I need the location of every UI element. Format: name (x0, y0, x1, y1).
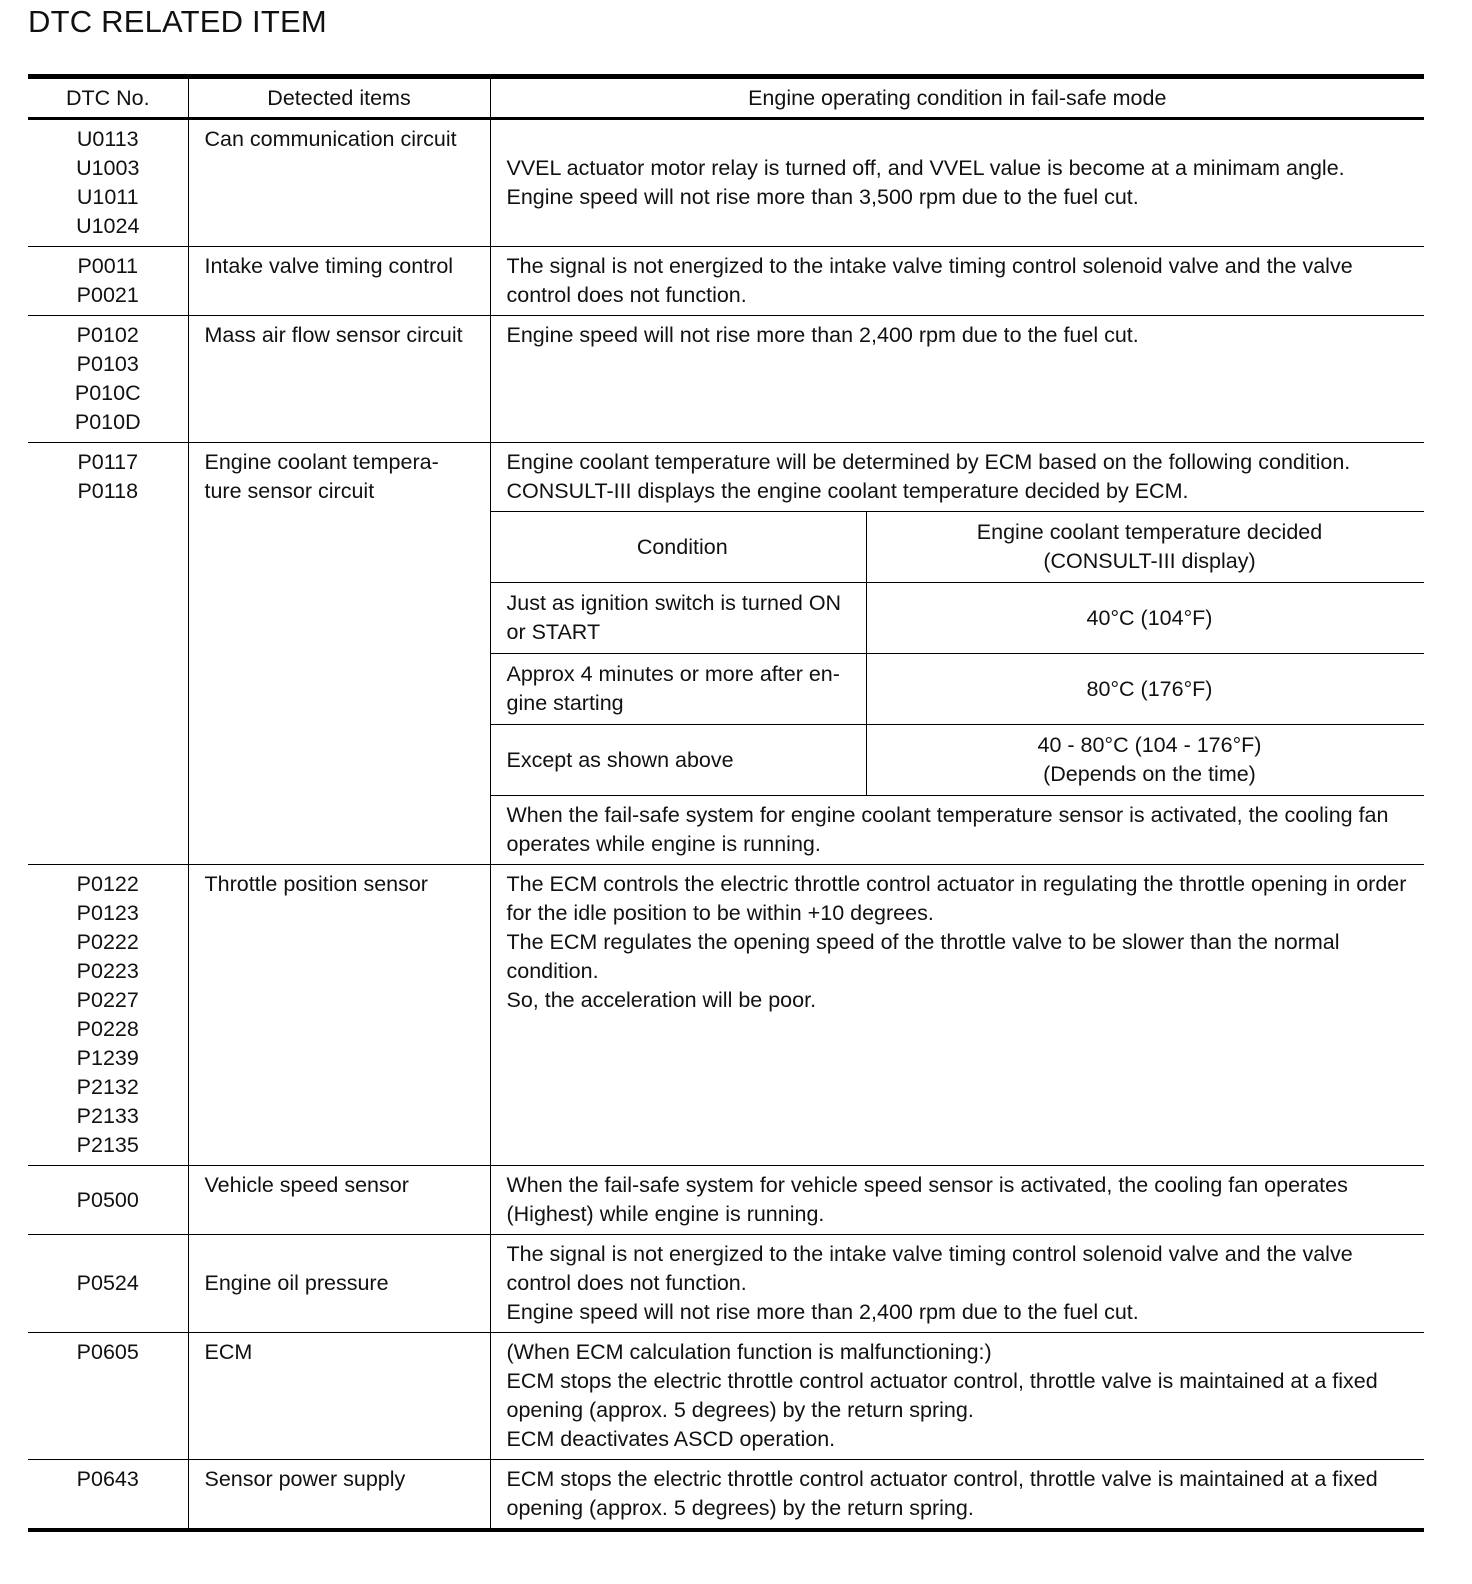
table-row (28, 1235, 1424, 1333)
dtc-code: U1011 (76, 185, 139, 209)
detected-item-text: Vehicle speed sensor (204, 1173, 409, 1197)
detected-item-cell (188, 1235, 490, 1333)
table-row (28, 1460, 1424, 1531)
condition-text: The signal is not energized to the intake valve timing control solenoid valve and the valve control does not function. (506, 254, 1353, 307)
fail-safe-condition-cell (490, 119, 1424, 247)
table-row (28, 247, 1424, 316)
dtc-codes-cell (28, 1235, 188, 1333)
dtc-code: P0118 (77, 479, 139, 503)
detected-item-text: Engine oil pressure (204, 1271, 389, 1295)
subtable-row (491, 583, 1425, 654)
header-detected-items: Detected items (188, 77, 490, 119)
subtable-row (491, 725, 1425, 796)
table-row (28, 316, 1424, 443)
fail-safe-condition-cell (490, 316, 1424, 443)
condition-text: (When ECM calculation function is malfunctioning:) ECM stops the electric throttle control actuator control, throttle valve is maintained at a fixed opening (approx. 5 degrees) by the return spring. ECM deactivates ASCD operation. (506, 1340, 1378, 1451)
dtc-code: P0011 (77, 254, 139, 278)
dtc-codes-cell (28, 1460, 188, 1531)
condition-text: ECM stops the electric throttle control actuator control, throttle valve is maintained at a fixed opening (approx. 5 degrees) by the return spring. (506, 1467, 1378, 1520)
fail-safe-condition-cell (490, 1166, 1424, 1235)
detected-item-text: Mass air flow sensor circuit (204, 323, 463, 347)
dtc-code: P0021 (76, 283, 139, 307)
subtable-temperature: 40°C (104°F) (867, 583, 1425, 654)
dtc-codes-cell (28, 865, 188, 1166)
dtc-code: P0605 (76, 1340, 139, 1364)
subtable-condition: Approx 4 minutes or more after en- gine starting (491, 654, 867, 725)
dtc-codes-cell (28, 119, 188, 247)
coolant-temperature-subtable (491, 511, 1425, 795)
subtable-condition: Just as ignition switch is turned ON or START (491, 583, 867, 654)
subtable-temperature: 40 - 80°C (104 - 176°F) (Depends on the time) (867, 725, 1425, 796)
dtc-code: U1024 (76, 214, 140, 238)
fail-safe-condition-cell (490, 1235, 1424, 1333)
detected-item-cell (188, 316, 490, 443)
condition-text: VVEL actuator motor relay is turned off, and VVEL value is become at a minimam angle. Engine speed will not rise more than 3,500 rpm due to the fuel cut. (506, 156, 1345, 209)
detected-item-text: ECM (204, 1340, 253, 1364)
detected-item-cell (188, 247, 490, 316)
condition-text: Engine speed will not rise more than 2,400 rpm due to the fuel cut. (506, 323, 1139, 347)
dtc-codes-cell (28, 247, 188, 316)
subtable-temperature: 80°C (176°F) (867, 654, 1425, 725)
condition-intro: Engine coolant temperature will be determined by ECM based on the following condition. CONSULT-III displays the engine coolant temperature decided by ECM. (506, 450, 1351, 503)
subtable-row (491, 654, 1425, 725)
dtc-code: P1239 (76, 1046, 139, 1070)
table-row (28, 1333, 1424, 1460)
detected-item-text: Sensor power supply (204, 1467, 406, 1491)
dtc-code: U1003 (76, 156, 140, 180)
dtc-code: P0524 (76, 1271, 139, 1295)
dtc-code: P0122 (76, 872, 139, 896)
dtc-code: U0113 (76, 127, 139, 151)
subtable-header-condition: Condition (491, 512, 867, 583)
detected-item-cell (188, 1333, 490, 1460)
condition-note: When the fail-safe system for engine coolant temperature sensor is activated, the cooling fan operates while engine is running. (491, 795, 1425, 864)
table-row (28, 1166, 1424, 1235)
dtc-code: P0227 (76, 988, 139, 1012)
dtc-code: P0223 (76, 959, 139, 983)
dtc-codes-cell (28, 316, 188, 443)
dtc-codes-cell (28, 443, 188, 865)
dtc-code: P0103 (76, 352, 139, 376)
dtc-codes-cell (28, 1333, 188, 1460)
subtable-header-temperature: Engine coolant temperature decided (CONSULT-III display) (867, 512, 1425, 583)
header-dtc-no: DTC No. (28, 77, 188, 119)
dtc-code: P0222 (76, 930, 139, 954)
dtc-code: P0117 (77, 450, 139, 474)
page-title: DTC RELATED ITEM (28, 4, 327, 39)
detected-item-text: Can communication circuit (204, 127, 457, 151)
detected-item-cell (188, 1460, 490, 1531)
fail-safe-condition-cell (490, 865, 1424, 1166)
table-body (28, 119, 1424, 1531)
subtable-header-row (491, 512, 1425, 583)
fail-safe-condition-cell (490, 443, 1424, 865)
subtable-condition: Except as shown above (491, 725, 867, 796)
dtc-code: P0123 (76, 901, 139, 925)
dtc-code: P2132 (76, 1075, 139, 1099)
dtc-code: P2133 (76, 1104, 139, 1128)
condition-text: When the fail-safe system for vehicle speed sensor is activated, the cooling fan operates (Highest) while engine is running. (506, 1173, 1348, 1226)
fail-safe-condition-cell (490, 1333, 1424, 1460)
detected-item-text: Engine coolant tempera- ture sensor circuit (204, 450, 439, 503)
detected-item-cell (188, 119, 490, 247)
dtc-codes-cell (28, 1166, 188, 1235)
dtc-code: P0228 (76, 1017, 139, 1041)
detected-item-cell (188, 443, 490, 865)
dtc-code: P0500 (76, 1187, 139, 1212)
dtc-code: P0643 (76, 1467, 139, 1491)
detected-item-text: Throttle position sensor (204, 872, 428, 896)
dtc-code: P010D (74, 410, 141, 434)
detected-item-cell (188, 865, 490, 1166)
condition-text: The ECM controls the electric throttle control actuator in regulating the throttle opening in order for the idle position to be within +10 degrees. The ECM regulates the opening speed of the throttle valve to be slower than the normal condition. So, the acceleration will be poor. (506, 872, 1407, 1012)
detected-item-text: Intake valve timing control (204, 254, 454, 278)
dtc-code: P0102 (76, 323, 139, 347)
dtc-table (28, 74, 1424, 1532)
detected-item-cell (188, 1166, 490, 1235)
table-row (28, 119, 1424, 247)
dtc-code: P2135 (76, 1133, 139, 1157)
fail-safe-condition-cell (490, 247, 1424, 316)
table-header-row (28, 77, 1424, 119)
table-row (28, 865, 1424, 1166)
header-engine-condition: Engine operating condition in fail-safe mode (490, 77, 1424, 119)
condition-text: The signal is not energized to the intake valve timing control solenoid valve and the valve control does not function. Engine speed will not rise more than 2,400 rpm due to the fuel cut. (506, 1242, 1353, 1324)
table-row (28, 443, 1424, 865)
dtc-code: P010C (74, 381, 141, 405)
fail-safe-condition-cell (490, 1460, 1424, 1531)
